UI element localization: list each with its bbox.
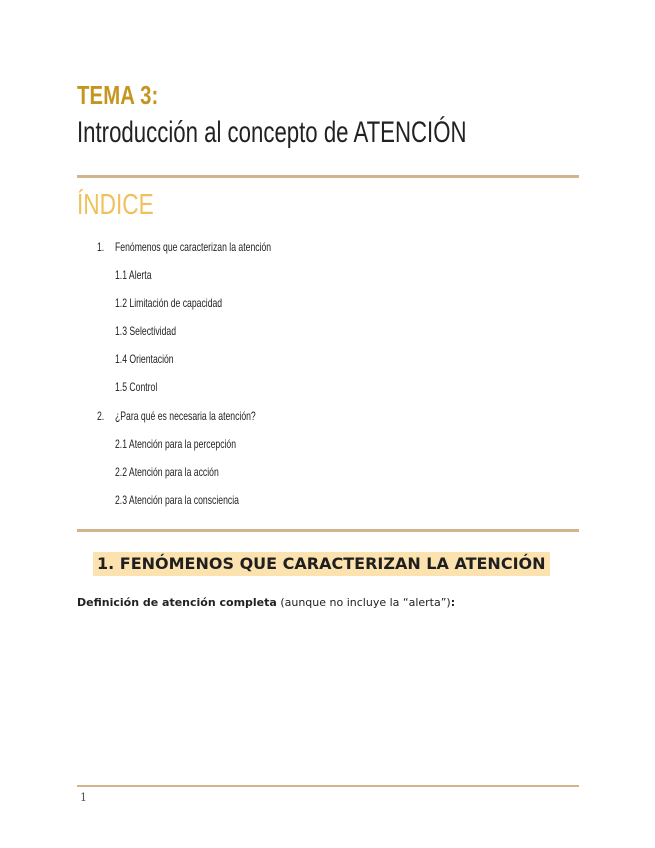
- toc-subitem[interactable]: 1.3 Selectividad: [115, 324, 177, 338]
- toc-item[interactable]: Fenómenos que caracterizan la atención: [115, 240, 272, 254]
- toc-subitem[interactable]: 2.2 Atención para la acción: [115, 465, 219, 479]
- divider-rule: [77, 175, 579, 178]
- footer-rule: [77, 785, 579, 787]
- toc-subitem[interactable]: 1.1 Alerta: [115, 268, 152, 282]
- toc-item[interactable]: ¿Para qué es necesaria la atención?: [115, 409, 256, 423]
- toc-subitem[interactable]: 2.3 Atención para la consciencia: [115, 493, 239, 507]
- definition-colon: :: [450, 596, 456, 609]
- tema-label: TEMA 3:: [77, 80, 159, 110]
- definition-note: (aunque no incluye la “alerta”): [276, 596, 451, 609]
- toc-subitem[interactable]: 1.2 Limitación de capacidad: [115, 296, 223, 310]
- toc-subitem[interactable]: 1.5 Control: [115, 380, 158, 394]
- section-heading: 1. FENÓMENOS QUE CARACTERIZAN LA ATENCIÓN: [93, 552, 550, 576]
- definition-bold-text: Definición de atención completa: [77, 596, 277, 609]
- index-heading: ÍNDICE: [77, 189, 154, 221]
- toc-subitem[interactable]: 1.4 Orientación: [115, 352, 174, 366]
- toc-item-number: 2.: [97, 409, 105, 423]
- toc-item-number: 1.: [97, 240, 105, 254]
- definition-line: [77, 596, 455, 609]
- tema-title: Introducción al concepto de ATENCIÓN: [77, 116, 467, 149]
- toc-subitem[interactable]: 2.1 Atención para la percepción: [115, 437, 237, 451]
- divider-rule: [77, 529, 579, 532]
- page-number: 1: [80, 791, 87, 804]
